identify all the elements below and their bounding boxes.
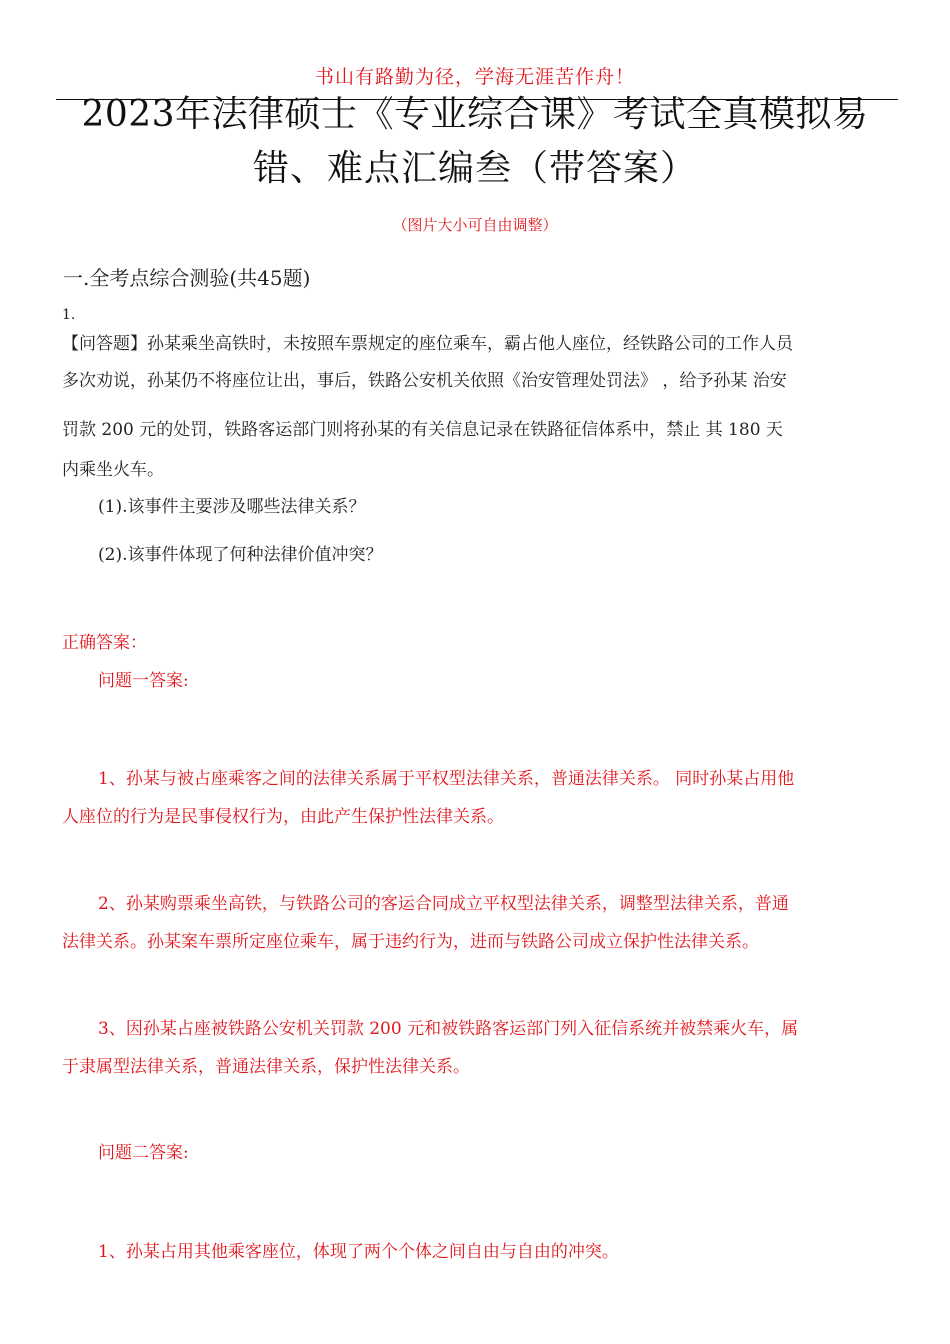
document-title-line-1: 2023年法律硕士《专业综合课》考试全真模拟易: [81, 94, 869, 135]
answer-2-line-1: 2、孙某购票乘坐高铁，与铁路公司的客运合同成立平权型法律关系，调整型法律关系，普通: [98, 894, 789, 914]
header-rule: [56, 99, 898, 100]
question-number: 1.: [62, 307, 76, 323]
question-text-line: 罚款 200 元的处罚，铁路客运部门则将孙某的有关信息记录在铁路征信体系中，禁止 其 180 天: [62, 420, 783, 440]
answer-part-1-label: 问题一答案:: [98, 671, 189, 691]
answer-2-line-2: 法律关系。孙某案车票所定座位乘车，属于违约行为，进而与铁路公司成立保护性法律关系。: [62, 932, 759, 952]
section-heading: 一.全考点综合测验(共45题): [63, 266, 311, 290]
answer-1-line-2: 人座位的行为是民事侵权行为，由此产生保护性法律关系。: [62, 807, 504, 827]
question-text-line: 【问答题】孙某乘坐高铁时，未按照车票规定的座位乘车，霸占他人座位，经铁路公司的工作人员: [62, 334, 793, 354]
answer-3-line-2: 于隶属型法律关系，普通法律关系，保护性法律关系。: [62, 1057, 470, 1077]
answer-3-line-1: 3、因孙某占座被铁路公安机关罚款 200 元和被铁路客运部门列入征信系统并被禁乘火车，属: [98, 1019, 799, 1039]
question-text-line: 多次劝说，孙某仍不将座位让出，事后，铁路公安机关依照《治安管理处罚法》 ，给予孙某 治安: [62, 371, 787, 391]
question-text-line: 内乘坐火车。: [62, 460, 164, 480]
answer-1-line-1: 1、孙某与被占座乘客之间的法律关系属于平权型法律关系，普通法律关系。 同时孙某占用他: [98, 769, 795, 789]
answer-part-2-label: 问题二答案:: [98, 1143, 189, 1163]
header-motto: 书山有路勤为径，学海无涯苦作舟！: [314, 66, 635, 88]
image-size-note: （图片大小可自由调整）: [392, 216, 558, 234]
answer-label: 正确答案：: [62, 633, 147, 653]
sub-question-2: (2).该事件体现了何种法律价值冲突？: [98, 545, 383, 565]
document-title-line-2: 错、难点汇编叁（带答案）: [252, 148, 697, 189]
sub-question-1: (1).该事件主要涉及哪些法律关系？: [98, 497, 366, 517]
answer-b1-line-1: 1、孙某占用其他乘客座位，体现了两个个体之间自由与自由的冲突。: [98, 1242, 619, 1262]
